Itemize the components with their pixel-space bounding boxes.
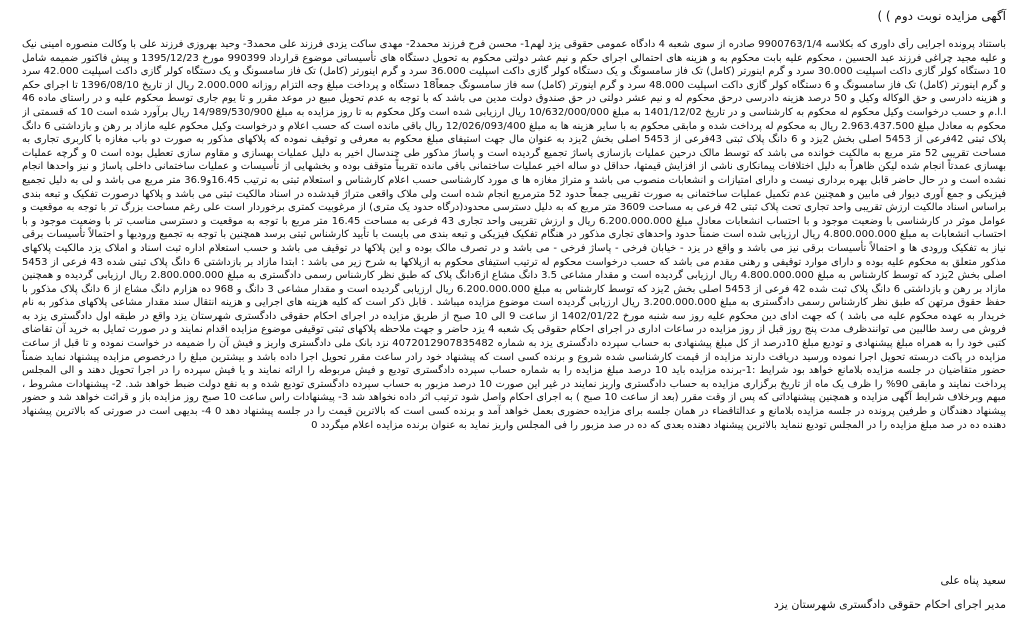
notice-body: باستناد پرونده اجرایی رأی داوری که بکلاسه 9900763/1/4 صادره از سوی شعبه 4 دادگاه عمومی حقوقی یزد لهم1- محسن فرح فرزند محمد2- مهدی ساکت یزدی فرزند علی محمد3- وحید بهروزی فرزند علی با وکالت منصوره امینی نیک و علیه مجید چراغی فرزند عبد الحسین ، محکوم علیه بابت محکوم به و هزینه های احتمالی اجرای حکم و نیم عشر دولتی محکوم به تحویل دستگاه های تأسیساتی موضوع قرارداد 990399 مورخ 1395/12/23 و پیش فاکتور ضمیمه شامل 10 دستگاه کولر گازی داکت اسپلیت 30.000 سرد و گرم اینورتر (کامل) تک فاز سامسونگ و یک دستگاه کولر گازی داکت اسپلیت 36.000 سرد و گرم اینورتر (کامل) تک فاز سامسونگ و یک دستگاه کولر گازی داکت اسپلیت 42.000 سرد و گرم اینورتر (کامل) تک فاز سامسونگ و 6 دستگاه کولر گازی داکت اسپلیت 48.000 سرد و گرم اینورتر (کامل) سه فاز سامسونگ جمعاً18 دستگاه و پرداخت مبلغ وجه التزام روزانه 2.000.000 ریال از تاریخ 1396/08/10 تا اجرای حکم و هزینه دادرسی و حق الوکاله وکیل و 50 درصد هزینه دادرسی درحق محکوم له و نیم عشر دولتی در حق صندوق دولت مدین می باشد که با توجه به عدم تحویل مبیع در موعد مقرر و تا یوم جاری توسط محکوم علیه و در راستای ماده 46 ا.ا.م و حسب درخواست وکیل محکوم له محکوم به کارشناسی و در تاریخ 1401/12/02 به مبلغ 10/632/000/000 ریال ارزیابی شده است وکل محکوم به تا روز مزایده به مبلغ 14/989/530/900 ریال برآورد شده است 10 که قسمتی از محکوم به معادل مبلغ 2.963.437.500 ریال به محکوم له پرداخت شده و مابقی محکوم به با سایر هزینه ها به مبلغ 12/026/093/400 ریال باقی مانده است که حسب اعلام و درخواست وکیل محکوم علیه مازاد بر رهن و بازداشتی 6 دانگ پلاک ثبتی 42فرعی از 5453 اصلی بخش 2یزد و 6 دانگ پلاک ثبتی 43فرعی از 5453 اصلی بخش 2یزد به عنوان مال جهت استیفای مبلغ محکوم به معرفی و توقیف نموده که پلاکهای مذکور به صورت دو باب مغازه با کاربری تجاری به مساحت تقریبی 52 متر مربع به مالکیت خوانده می باشد که توسط مالک درحین عملیات بازسازی پاساژ تجمیع گردیده است و پاساژ مذکور طی چندسال اخیر به دلیل عملیات بهسازی و مقاوم سازی تعطیل بوده است 0 و گرچه عملیات بهسازی عمدتاً انجام شده لیکن ظاهراً به دلیل اختلافات پیمانکاری ناشی از افزایش قیمتها، حداقل دو ساله اخیر عملیات ساختمانی باقی مانده تقریباً متوقف بوده و بخشهایی از تأسیسات و عملیات ساختمانی داخلی پاساژ و نیز واحدها انجام نشده است و در حال حاضر قابل بهره برداری نیست و دارای امتیازات و انشعابات منصوب می باشد و متراژ مغازه ها ی مورد کارشناسی حسب اعلام کارشناس و استعلام ثبتی به ترتیب 16.45و36.9 متر مربع می باشد و لی به دلیل تجمیع فیزیکی و جمع آوری دیوار فی مابین و همچنین عدم تکمیل عملیات ساختمانی به صورت تقریبی جمعاً حدود 52 مترمربع انجام شده است ولی ملاک واقعی متراژ قیدشده در اسناد مالکیت ثبتی می باشد و پلاکها درصورت تفکیک و تبعه بندی براساس اسناد مالکیت ارزش تقریبی واحد تجاری تحت پلاک ثبتی 42 فرعی به مساحت 3609 متر مربع که به دلیل دسترسی محدود(درگاه حدود یک متری) از مرغوبیت کمتری برخوردار است علی رغم مساحت بزرگ تر با توجه به موقعیت و عوامل موثر در کارشناسی با وضعیت موجود و با احتساب انشعابات معادل مبلغ 6.200.000.000 ریال و ارزش تقریبی واحد تجاری 43 فرعی به مساحت 16.45 متر مربع با توجه به موقعیت و دسترسی مناسب تر با وضعیت موجود و با احتساب انشعابات به مبلغ 4.800.000.000 ریال ارزیابی شده است ضمناً حدود واحدهای تجاری مذکور در هنگام تفکیک فیزیکی و تبعه بندی می بایست با تأیید کارشناس ثبتی برسد همچنین با توجه به تجمیع ورودیها و احتمالاً تأسیسات برقی نیاز به تفکیک ورودی ها و احتمالاً تأسیسات برقی نیز می باشد و واقع در یزد - خیابان فرخی - پاساژ فرخی - می باشد و در تصرف مالک بوده و این پلاکها در توقیف می باشد و حسب استعلام اداره ثبت اسناد و املاک یزد مالکیت پلاکهای مذکور متعلق به محکوم علیه بوده و دارای موارد توقیفی و رهنی مقدم می باشد که حسب درخواست محکوم له ترتیب استیفای محکوم به ازپلاکها به شرح زیر می باشد : ابتدا مازاد بر بازداشتی 6 دانگ پلاک ثبتی شده 43 فرعی از 5453 اصلی بخش 2یزد که توسط کارشناس به مبلغ 4.800.000.000 ریال ارزیابی گردیده است و مقدار مشاعی 3.5 دانگ مشاع از6دانگ پلاک که طبق نظر کارشناس رسمی دادگستری به مبلغ 2.800.000.000 ریال ارزیابی گردیده و همچنین مازاد بر رهن و بازداشتی 6 دانگ پلاک ثبت شده 42 فرعی از 5453 اصلی بخش 2یزد که توسط کارشناس به مبلغ 6.200.000.000 ریال ارزیابی گردیده است و مقدار مشاعی 3 دانگ و 968 ده هزارم دانگ مشاع از 6 دانگ پلاک مذکور با حفظ حقوق مرتهن که طبق نظر کارشناس رسمی دادگستری به مبلغ 3.200.000.000 ریال ارزیابی گردیده است موضوع مزایده میباشد . قابل ذکر است که کلیه هزینه های اجرایی و هزینه انتقال سند مقدار مشاعی پلاکهای مذکور به نام خریدار به عهده محکوم علیه می باشد ) که جهت ادای دین محکوم علیه روز سه شنبه مورخ 1402/01/22 از ساعت 9 الی 10 صبح از طریق مزایده در اجرای احکام حقوقی دادگستری شهرستان یزد واقع در طبقه اول دادگستری یزد به فروش می رسد طالبین می توانندظرف مدت پنج روز قبل از روز مزایده در ساعات اداری در اجرای احکام حقوقی یک شعبه 4 یزد حاضر و جهت ملاحظه پلاکهای ثبتی توقیفی موضوع مزایده اقدام نمایند و در صورت تمایل به خرید آن تقاضای کتبی خود را به همراه مبلغ پیشنهادی و تودیع مبلغ 10درصد از کل مبلغ پیشنهادی به حساب سپرده دادگستری یزد به شماره 4072012907835482 نزد بانک ملی دادگستری واریز و فیش آن را ضمیمه در خواست نموده و تا قبل از ساعت مزایده در پاکت دربسته تحویل اجرا نموده ورسید دریافت دارند مزایده از قیمت کارشناسی شده شروع و برنده کسی است که پیشنهاد خود رادر ساعت مقرر تحویل اجرا داده باشد و بیشترین مبلغ را درخصوص مزایده پیشنهاد نماید ضمناً حضور متقاضیان در جلسه مزایده بلامانع خواهد بود شرایط :1-برنده مزایده باید 10 درصد مبلغ مزایده را به شماره حساب سپرده دادگستری تودیع و فیش مربوطه را ارائه نمایند و یا فیش سپرده را در اجرا تحویل دهند و الی المجلس پرداخت نمایند و مابقی 90% را ظرف یک ماه از تاریخ برگزاری مزایده به حساب دادگستری واریز نمایند در غیر این صورت 10 درصد مزبور به حساب سپرده دادگستری تودیع شده و به نفع دولت ضبط خواهد شد. 2- پیشنهادات مشروط ، مبهم وبرخلاف شرایط آگهی مزایده و همچنین پیشنهاداتی که پس از وقت مقرر (بعد از ساعت 10 صبح ) به اجرای احکام واصل شود ترتیب اثر داده نخواهد شد 3- پیشنهادات راس ساعت 10 صبح روز مزایده باز و قرائت خواهد شد و حضور پیشنهاد دهندگان و طرفین پرونده در جلسه مزایده بلامانع و عدالتاقضاء در همان جلسه برای مزایده حضوری بعمل خواهد آمد و برنده کسی است که بالاترین قیمت را در جلسه پیشنهاد دهد 0 4- بدیهی است در صورتی که بالاترین پیشنهاد دهنده ده در صد مبلغ مزایده را در المجلس تودیع ننماید بالاترین پیشنهاد دهنده بعدی که ده در صد مزبور را فی المجلس واریز نماید به عنوان برنده مزایده اعلام میگردد 0 [22,39,1006,431]
notice-title: آگهی مزایده نوبت دوم ) ) [877,9,1006,23]
signature-office: مدیر اجرای احکام حقوقی دادگستری شهرستان یزد [773,598,1006,611]
notice-document [22,8,1006,640]
signature-name: سعید پناه علی [940,574,1006,587]
